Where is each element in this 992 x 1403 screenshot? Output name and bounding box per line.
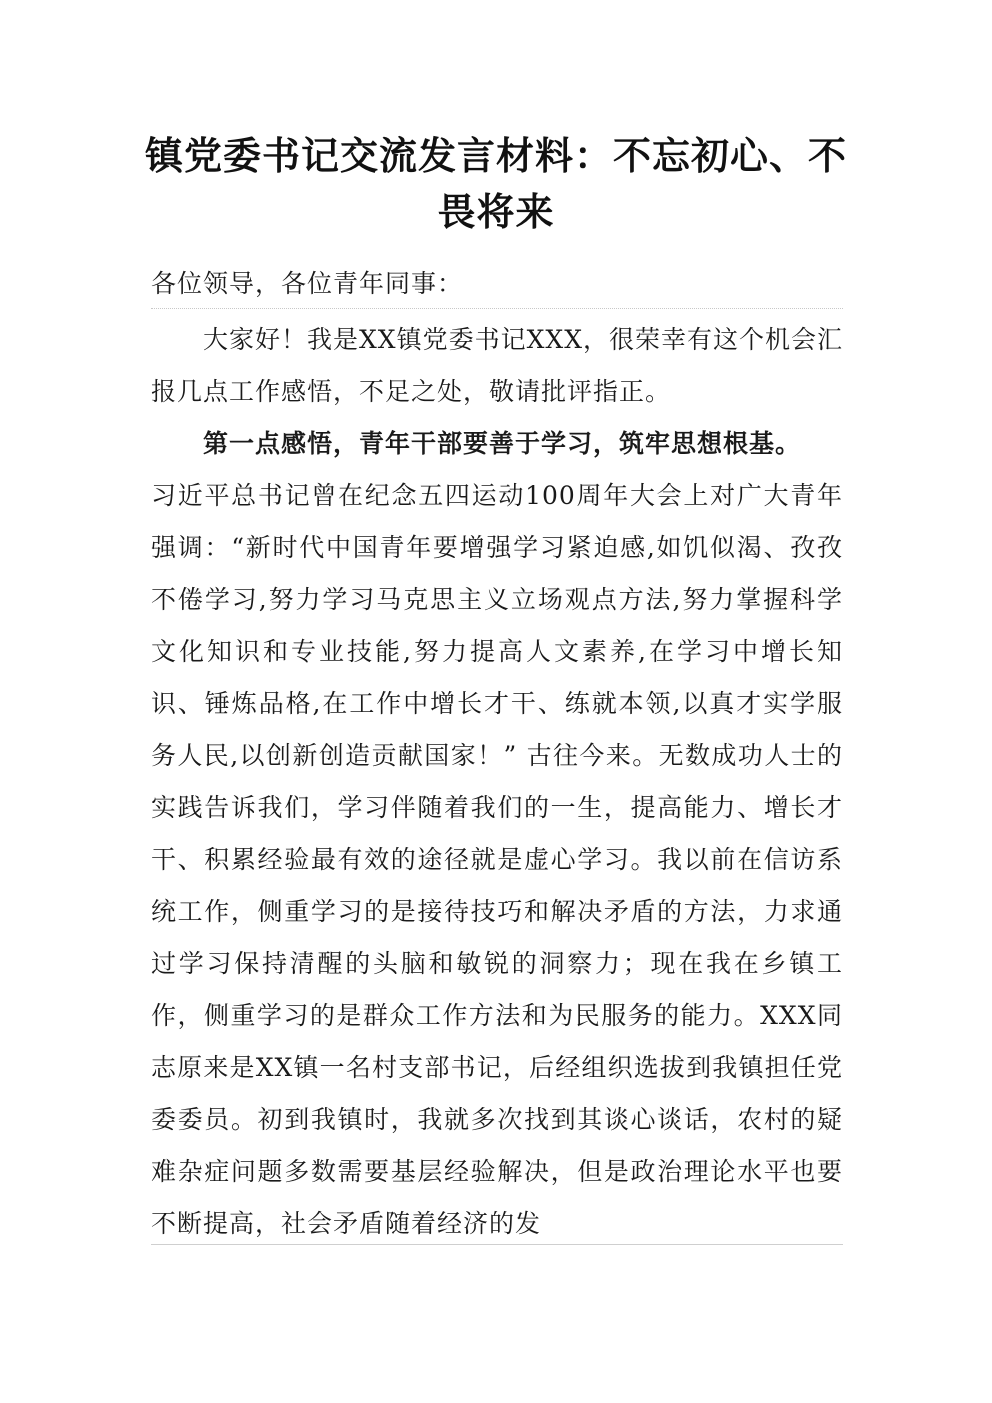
dotted-divider <box>151 308 843 309</box>
section-1-heading: 第一点感悟，青年干部要善于学习，筑牢思想根基。 <box>203 429 802 458</box>
intro-paragraph: 大家好！我是XX镇党委书记XXX，很荣幸有这个机会汇报几点工作感悟，不足之处，敬请批评指正。 <box>151 325 843 406</box>
section-1 <box>151 418 843 1248</box>
greeting-line: 各位领导，各位青年同事： <box>151 269 464 298</box>
document-title: 镇党委书记交流发言材料：不忘初心、不畏将来 <box>144 133 847 234</box>
section-1-body: 习近平总书记曾在纪念五四运动100周年大会上对广大青年强调：“新时代中国青年要增强学习紧迫感,如饥似渴、孜孜不倦学习,努力学习马克思主义立场观点方法,努力掌握科学文化知识和专业技能,努力提高人文素养,在学习中增长知识、锤炼品格,在工作中增长才干、练就本领,以真才实学服务人民,以创新创造贡献国家！” 古往今来。无数成功人士的实践告诉我们，学习伴随着我们的一生，提高能力、增长才干、积累经验最有效的途径就是虚心学习。我以前在信访系统工作，侧重学习的是接待技巧和解决矛盾的方法，力求通过学习保持清醒的头脑和敏锐的洞察力；现在我在乡镇工作，侧重学习的是群众工作方法和为民服务的能力。XXX同志原来是XX镇一名村支部书记，后经组织选拔到我镇担任党委委员。初到我镇时，我就多次找到其谈心谈话，农村的疑难杂症问题多数需要基层经验解决，但是政治理论水平也要不断提高，社会矛盾随着经济的发 <box>151 481 843 1238</box>
bottom-divider <box>151 1244 843 1245</box>
